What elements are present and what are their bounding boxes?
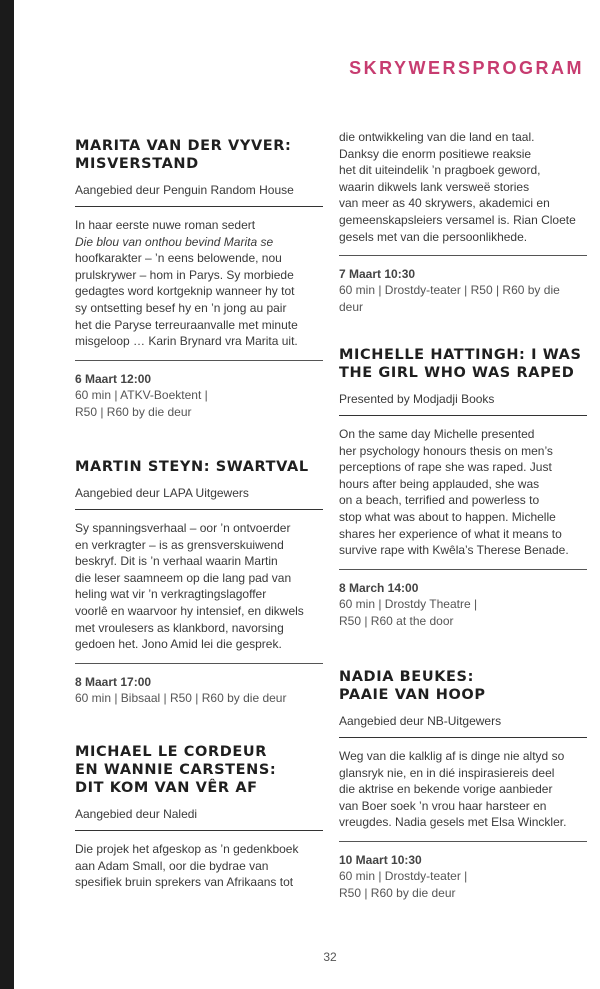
event-presenter: Presented by Modjadji Books bbox=[339, 392, 495, 406]
event-presenter: Aangebied deur NB-Uitgewers bbox=[339, 714, 502, 728]
event-title: MARITA VAN DER VYVER: MISVERSTAND bbox=[75, 138, 292, 172]
event-description: On the same day Michelle presented her psychology honours thesis on men’s perceptions of rape she was raped. Just hours after being applauded, she was on a beach, terrified and powerless to stop what was about to happen. Michelle shares her experience of what it means to survive rape with Kwêla’s Therese Benade. bbox=[339, 427, 569, 558]
event-michelle-hattingh bbox=[339, 346, 587, 630]
section-header: SKRYWERSPROGRAM bbox=[349, 58, 584, 78]
event-title: MICHELLE HATTINGH: I WAS THE GIRL WHO WAS RAPED bbox=[339, 347, 582, 381]
event-venue: 60 min | Bibsaal | R50 | R60 by die deur bbox=[75, 690, 287, 705]
event-description: die ontwikkeling van die land en taal. Danksy die enorm positiewe reaksie het dit uiteindelik ’n pragboek geword, waarin dikwels lank versweë stories van meer as 40 skrywers, akademici en gemeenskapsleiers versamel is. Rian Cloete gesels met van die persoonlikhede. bbox=[339, 130, 576, 244]
event-datetime: 10 Maart 10:30 bbox=[339, 852, 422, 867]
divider bbox=[75, 830, 323, 831]
divider bbox=[339, 841, 587, 842]
event-title: MICHAEL LE CORDEUR EN WANNIE CARSTENS: DIT KOM VAN VÊR AF bbox=[75, 744, 277, 796]
divider bbox=[339, 737, 587, 738]
event-title: MARTIN STEYN: SWARTVAL bbox=[75, 459, 309, 475]
divider bbox=[75, 360, 323, 361]
divider bbox=[339, 255, 587, 256]
event-datetime: 6 Maart 12:00 bbox=[75, 371, 152, 386]
event-venue: 60 min | Drostdy-teater | R50 | R60 by die deur bbox=[339, 868, 468, 900]
event-venue: 60 min | Drostdy Theatre | R50 | R60 at the door bbox=[339, 596, 478, 628]
divider bbox=[75, 206, 323, 207]
divider bbox=[339, 415, 587, 416]
event-datetime: 8 March 14:00 bbox=[339, 580, 419, 595]
event-martin-steyn bbox=[75, 458, 323, 707]
event-description: In haar eerste nuwe roman sedert Die blou van onthou bevind Marita se hoofkarakter – ’n eens belowende, nou prulskrywer – hom in Parys. Sy morbiede gedagtes word kortgeknip wanneer hy tot sy ontsetting besef hy en ’n jong au pair het die Paryse terreuraanvalle met minute misgeloop … Karin Brynard vra Marita uit. bbox=[75, 218, 298, 349]
event-datetime: 7 Maart 10:30 bbox=[339, 267, 416, 282]
page-number: 32 bbox=[323, 950, 337, 964]
divider bbox=[75, 663, 323, 664]
event-nadia-beukes bbox=[339, 668, 587, 902]
event-venue: 60 min | ATKV-Boektent | R50 | R60 by die deur bbox=[75, 387, 208, 419]
event-presenter: Aangebied deur LAPA Uitgewers bbox=[75, 486, 249, 500]
left-edge-bar bbox=[0, 0, 14, 989]
event-presenter: Aangebied deur Naledi bbox=[75, 807, 198, 821]
event-description: Die projek het afgeskop as ’n gedenkboek aan Adam Small, oor die bydrae van spesifiek bruin sprekers van Afrikaans tot bbox=[75, 842, 299, 890]
event-presenter: Aangebied deur Penguin Random House bbox=[75, 183, 294, 197]
event-michael-continued bbox=[339, 129, 587, 316]
divider bbox=[339, 569, 587, 570]
event-michael-le-cordeur bbox=[75, 743, 323, 891]
event-venue: 60 min | Drostdy-teater | R50 | R60 by die deur bbox=[339, 283, 560, 315]
event-description: Weg van die kalklig af is dinge nie altyd so glansryk nie, en in dié inspirasiereis deel die aktrise en bekende vorige aanbieder van Boer soek ’n vrou haar harsteer en vreugdes. Nadia gesels met Elsa Winckler. bbox=[339, 749, 567, 830]
divider bbox=[75, 509, 323, 510]
event-marita bbox=[75, 137, 323, 421]
event-datetime: 8 Maart 17:00 bbox=[75, 674, 152, 689]
event-title: NADIA BEUKES: PAAIE VAN HOOP bbox=[339, 669, 486, 703]
event-description: Sy spanningsverhaal – oor ’n ontvoerder en verkragter – is as grensverskuiwend beskryf. Dit is ’n verhaal waarin Martin die leser saamneem op die lang pad van heling wat vir ’n verkragtingslagoffer voorlê en waarvoor hy intensief, en dikwels met vroulesers as klankbord, navorsing gedoen het. Jono Amid lei die gesprek. bbox=[75, 521, 304, 652]
